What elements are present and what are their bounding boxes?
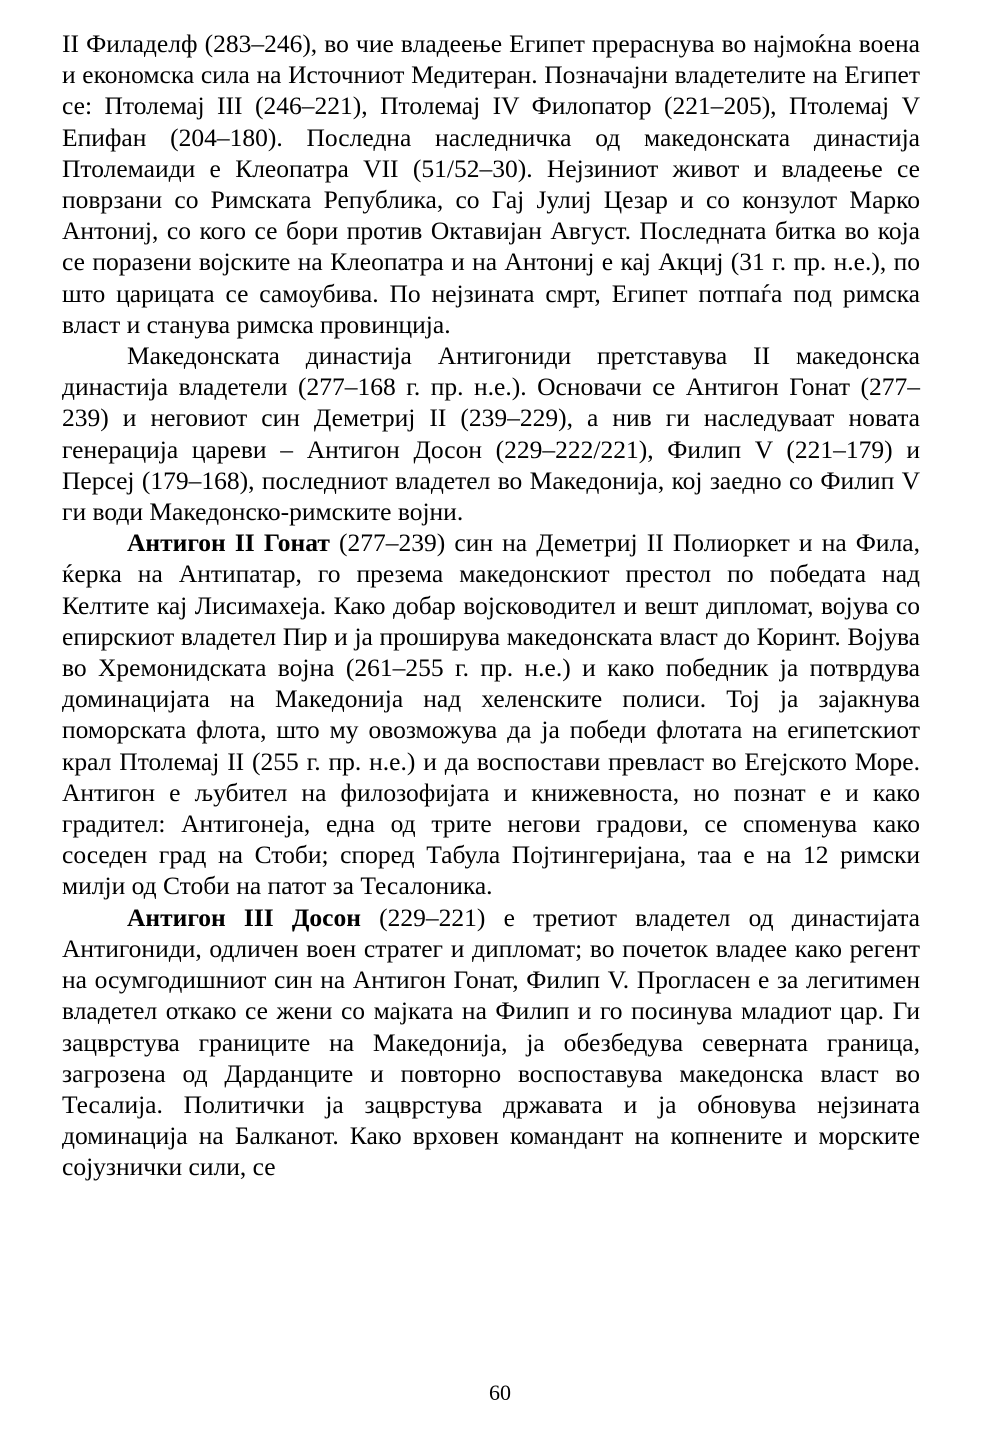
paragraph-text: (277–239) син на Деметриј II Полиоркет и на Фила, ќерка на Антипатар, го презема македонскиот престол по победата над Келтите кај Лисимахеја. Како добар војсководител и вешт дипломат, војува со епирскиот владетел Пир и ја проширува македонската власт до Коринт. Војува во Хремонидската војна (261–255 г. пр. н.е.) и како победник ја потврдува доминацијата на Македонија над хеленските полиси. Тој ја зајакнува поморската флота, што му овозможува да ја победи флотата на египетскиот крал Птолемај II (255 г. пр. н.е.) и да воспостави превласт во Егејското Море. Антигон е љубител на филозофијата и книжевноста, но познат е и како градител: Антигонеја, една од трите негови градови, се споменува како соседен град на Стоби; според Табула Појтингеријана, таа е на 12 римски милји од Стоби на патот за Тесалоника. bbox=[62, 528, 920, 901]
paragraph-text: II Филаделф (283–246), во чие владеење Египет прераснува во најмоќна воена и економска сила на Источниот Медитеран. Позначајни владетелите на Египет се: Птолемај III (246–221), Птолемај IV Филопатор (221–205), Птолемај V Епифан (204–180). Последна наследничка од македонската династија Птолемаиди е Клеопатра VII (51/52–30). Нејзиниот живот и владеење се поврзани со Римската Република, со Гај Јулиј Цезар и со конзулот Марко Антониј, со кого се бори против Октавијан Август. Последната битка во која се поразени војските на Клеопатра и на Антониј е кај Акциј (31 г. пр. н.е.), по што царицата се самоубива. По нејзината смрт, Египет потпаѓа под римска власт и станува римска провинција. bbox=[62, 29, 920, 339]
paragraph-text: (229–221) е третиот владетел од династијата Антигониди, одличен воен стратег и дипломат; во почеток владее како регент на осумгодишниот син на Антигон Гонат, Филип V. Прогласен е за легитимен владетел откако се жени со мајката на Филип и го посинува младиот цар. Ги зацврстува границите на Македонија, ја обезбедува северната граница, загрозена од Дарданците и повторно воспоставува македонска власт во Тесалија. Политички ја зацврстува државата и ја обновува нејзината доминација на Балканот. Како врховен командант на копнените и морските сојузнички сили, се bbox=[62, 902, 920, 1182]
page-number: 60 bbox=[489, 1380, 511, 1405]
paragraph-antigonid-dynasty bbox=[62, 340, 920, 527]
paragraph-ptolemies-egypt bbox=[62, 28, 920, 340]
paragraph-heading-name: Антигон II Гонат bbox=[127, 528, 330, 558]
paragraph-text: Македонската династија Антигониди претставува II македонска династија владетели (277–168 г. пр. н.е.). Основачи се Антигон Гонат (277–239) и неговиот син Деметриј II (239–229), а нив ги наследуваат новата генерација цареви – Антигон Досон (229–222/221), Филип V (221–179) и Персеј (179–168), последниот владетел во Македонија, кој заедно со Филип V ги води Македонско-римските војни. bbox=[62, 341, 920, 527]
paragraph-antigonus-doson bbox=[62, 902, 920, 1183]
paragraph-heading-name: Антигон III Досон bbox=[127, 902, 361, 932]
document-page bbox=[62, 28, 920, 1183]
paragraph-antigonus-gonatas bbox=[62, 527, 920, 901]
